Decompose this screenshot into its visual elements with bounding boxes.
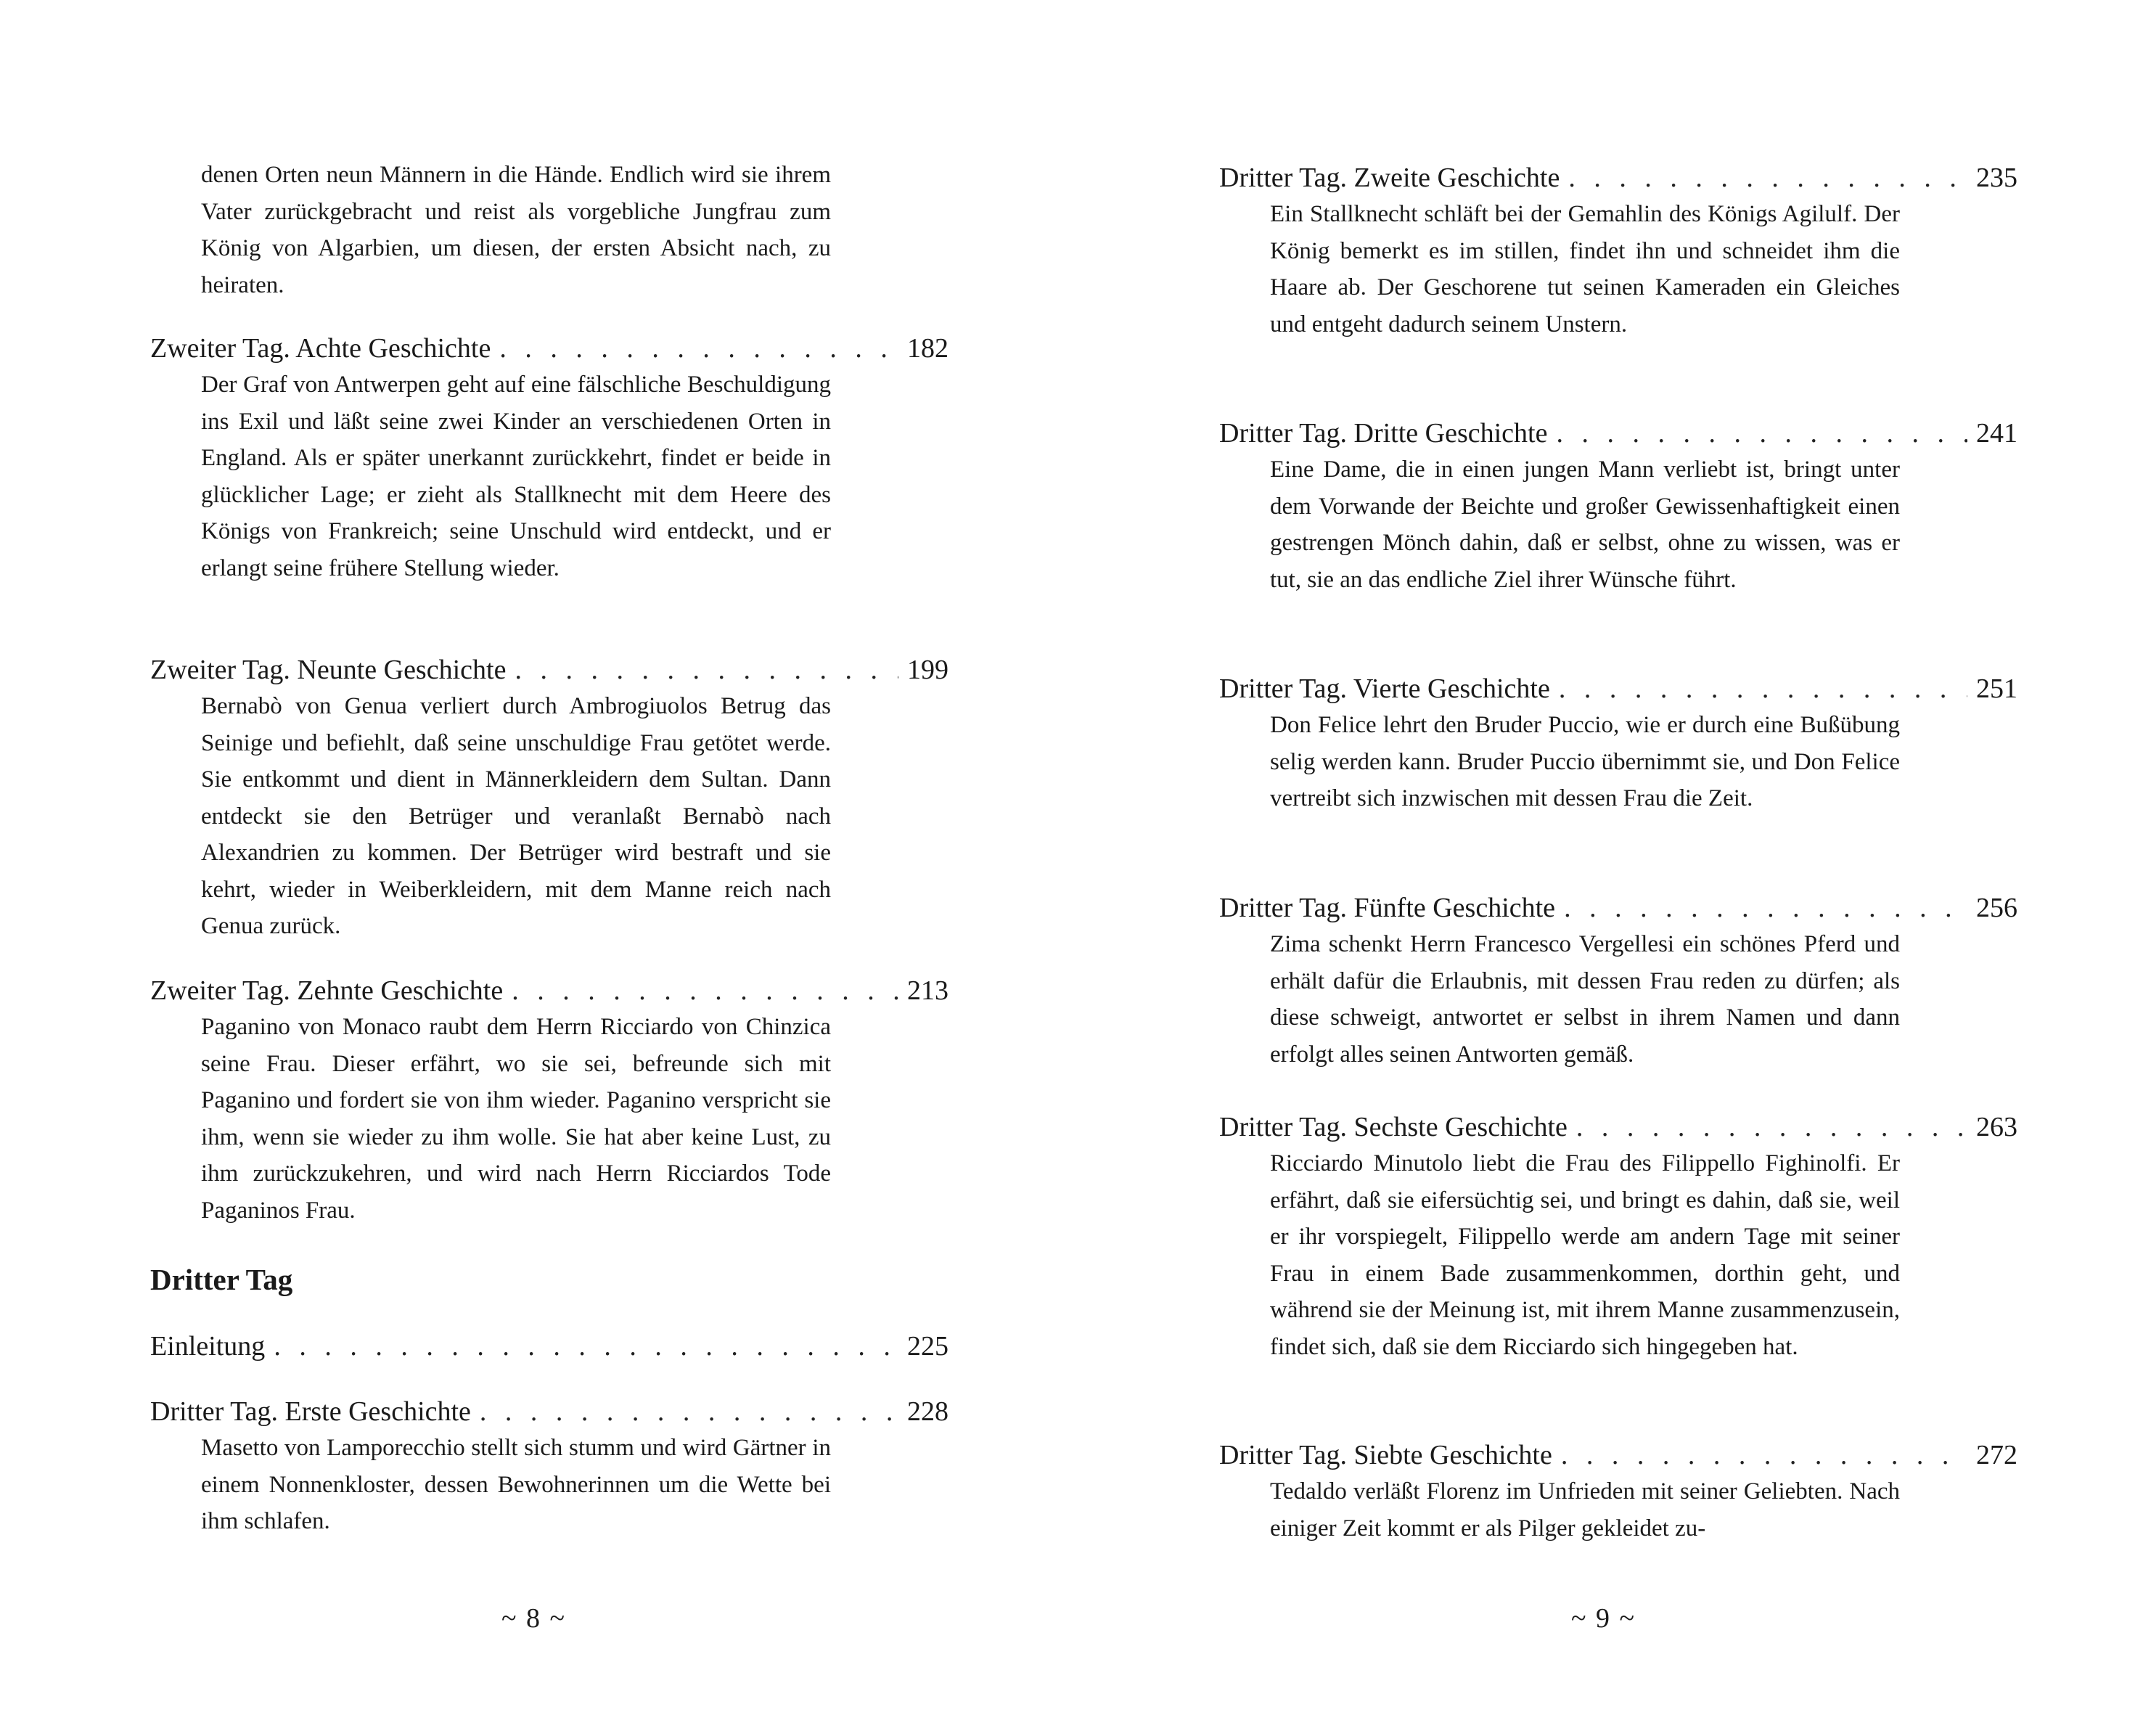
entry-summary: denen Orten neun Männern in die Hände. Endlich wird sie ihrem Vater zurückgebracht und reist als vorgebliche Jungfrau zum König von Algarbien, um diesen, der ersten Absicht nach, zu heiraten. xyxy=(201,162,831,298)
toc-entry xyxy=(150,1328,948,1364)
dot-leader xyxy=(1576,1109,1967,1145)
page-number-footer: ~ 9 ~ xyxy=(1571,1603,1636,1634)
entry-title: Zweiter Tag. Achte Geschichte xyxy=(150,333,491,364)
dot-leader xyxy=(274,1328,898,1364)
entry-page-number: 228 xyxy=(907,1396,948,1427)
dot-leader xyxy=(512,973,898,1009)
entry-heading xyxy=(150,973,948,1009)
toc-entry xyxy=(1219,160,2017,343)
entry-heading xyxy=(150,1393,948,1430)
dot-leader xyxy=(515,652,898,688)
entry-title: Zweiter Tag. Neunte Geschichte xyxy=(150,655,507,685)
entry-title: Dritter Tag. Vierte Geschichte xyxy=(1219,673,1550,704)
entry-page-number: 225 xyxy=(907,1331,948,1362)
entry-heading xyxy=(1219,1437,2017,1473)
right-page xyxy=(1219,0,2017,1736)
entry-summary: Ricciardo Minutolo liebt die Frau des Filippello Fighinolfi. Er erfährt, daß sie eifersüchtig sei, und bringt es dahin, daß sie, weil er ihr vorspiegelt, Filippello werde am andern Tage mit seiner Frau in einem Bade zusammenkommen, dorthin geht, und während sie der Meinung ist, mit ihrem Manne zusammenzusein, findet sich, daß sie dem Ricciardo sich hingegeben hat. xyxy=(1270,1150,1900,1360)
dot-leader xyxy=(499,330,898,367)
entry-summary: Der Graf von Antwerpen geht auf eine fälschliche Beschuldigung ins Exil und läßt seine zwei Kinder an verschiedenen Orten in England. Als er später unerkannt zurückkehrt, findet er beide in glücklicher Lage; er zieht als Stallknecht mit dem Heere des Königs von Frankreich; seine Unschuld wird entdeckt, und er erlangt seine frühere Stellung wieder. xyxy=(201,372,831,581)
dot-leader xyxy=(1564,890,1967,926)
entry-heading xyxy=(1219,890,2017,926)
toc-entry xyxy=(150,973,948,1229)
entry-page-number: 263 xyxy=(1976,1112,2017,1142)
entry-summary: Don Felice lehrt den Bruder Puccio, wie er durch eine Bußübung selig werden kann. Bruder Puccio übernimmt sie, und Don Felice vertreibt sich inzwischen mit dessen Frau die Zeit. xyxy=(1270,712,1900,811)
entry-summary: Masetto von Lamporecchio stellt sich stumm und wird Gärtner in einem Nonnenkloster, dessen Bewohnerinnen um die Wette bei ihm schlafen. xyxy=(201,1435,831,1534)
entry-summary: Zima schenkt Herrn Francesco Vergellesi ein schönes Pferd und erhält dafür die Erlaubnis, mit dessen Frau reden zu dürfen; als diese schweigt, antwortet er selbst in ihrem Namen und dann erfolgt alles seinen Antworten gemäß. xyxy=(1270,931,1900,1068)
toc-entry xyxy=(1219,890,2017,1073)
entry-heading xyxy=(150,1328,948,1364)
entry-summary: Bernabò von Genua verliert durch Ambrogiuolos Betrug das Seinige und befiehlt, daß seine unschuldige Frau getötet werde. Sie entkommt und dient in Männerkleidern dem Sultan. Dann entdeckt sie den Betrüger und veranlaßt Bernabò nach Alexandrien zu kommen. Der Betrüger wird bestraft und sie kehrt, wieder in Weiberkleidern, mit dem Manne reich nach Genua zurück. xyxy=(201,693,831,939)
toc-entry xyxy=(1219,1437,2017,1547)
entry-heading xyxy=(1219,160,2017,196)
entry-summary: Eine Dame, die in einen jungen Mann verliebt ist, bringt unter dem Vorwande der Beichte und großer Gewissenhaftigkeit einen gestrengen Mönch dahin, daß er selbst, ohne zu wissen, was er tut, sie an das endliche Ziel ihrer Wünsche führt. xyxy=(1270,456,1900,593)
section-title: Dritter Tag xyxy=(150,1263,293,1296)
entry-page-number: 251 xyxy=(1976,673,2017,704)
entry-summary: Paganino von Monaco raubt dem Herrn Ricciardo von Chinzica seine Frau. Dieser erfährt, wo sie sei, befreunde sich mit Paganino und fordert sie von ihm wieder. Paganino verspricht sie ihm, wenn sie wieder zu ihm wolle. Sie hat aber keine Lust, zu ihm zurückzukehren, und wird nach Herrn Ricciardos Tode Paganinos Frau. xyxy=(201,1014,831,1224)
entry-title: Dritter Tag. Zweite Geschichte xyxy=(1219,163,1560,193)
dot-leader xyxy=(1561,1437,1967,1473)
toc-entry xyxy=(150,1393,948,1540)
toc-entry xyxy=(1219,671,2017,817)
entry-page-number: 241 xyxy=(1976,418,2017,449)
dot-leader xyxy=(1568,160,1967,196)
toc-entry xyxy=(1219,415,2017,598)
entry-summary: Ein Stallknecht schläft bei der Gemahlin des Königs Agilulf. Der König bemerkt es im stillen, findet ihn und schneidet ihm die Haare ab. Der Geschorene tut seinen Kameraden ein Gleiches und entgeht dadurch seinem Unstern. xyxy=(1270,201,1900,337)
entry-page-number: 235 xyxy=(1976,163,2017,193)
dot-leader xyxy=(1559,671,1967,707)
entry-heading xyxy=(1219,415,2017,451)
entry-title: Dritter Tag. Sechste Geschichte xyxy=(1219,1112,1568,1142)
dot-leader xyxy=(480,1393,898,1430)
entry-page-number: 182 xyxy=(907,333,948,364)
entry-title: Dritter Tag. Fünfte Geschichte xyxy=(1219,893,1556,923)
entry-page-number: 256 xyxy=(1976,893,2017,923)
continuation-entry xyxy=(150,157,948,303)
entry-title: Dritter Tag. Siebte Geschichte xyxy=(1219,1440,1552,1470)
entry-heading xyxy=(1219,1109,2017,1145)
entry-heading xyxy=(150,330,948,367)
entry-page-number: 213 xyxy=(907,975,948,1006)
entry-title: Dritter Tag. Dritte Geschichte xyxy=(1219,418,1548,449)
left-page xyxy=(150,0,948,1736)
entry-page-number: 272 xyxy=(1976,1440,2017,1470)
entry-title: Zweiter Tag. Zehnte Geschichte xyxy=(150,975,504,1006)
entry-title: Dritter Tag. Erste Geschichte xyxy=(150,1396,471,1427)
entry-heading xyxy=(150,652,948,688)
toc-entry xyxy=(150,652,948,945)
entry-page-number: 199 xyxy=(907,655,948,685)
entry-title: Einleitung xyxy=(150,1331,266,1362)
toc-entry xyxy=(150,330,948,586)
dot-leader xyxy=(1556,415,1967,451)
toc-entry xyxy=(1219,1109,2017,1365)
entry-summary: Tedaldo verläßt Florenz im Unfrieden mit seiner Geliebten. Nach einiger Zeit kommt er als Pilger gekleidet zu- xyxy=(1270,1478,1900,1541)
entry-heading xyxy=(1219,671,2017,707)
page-number-footer: ~ 8 ~ xyxy=(501,1603,567,1634)
